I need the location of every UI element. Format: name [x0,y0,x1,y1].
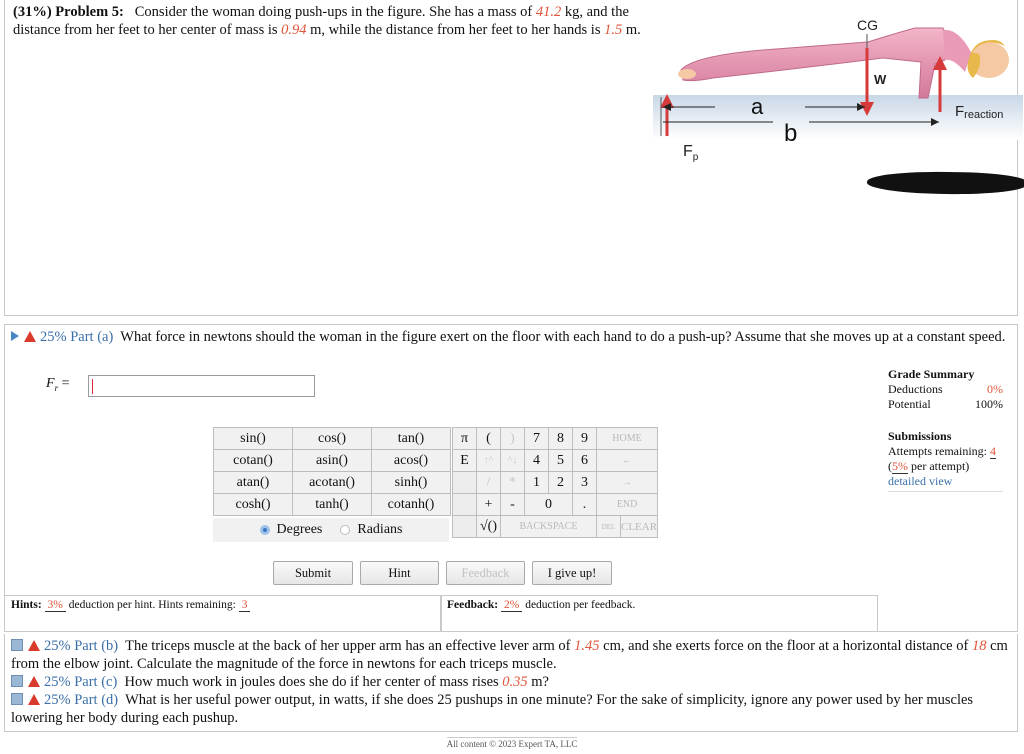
answer-sub: r [54,382,59,393]
key-3[interactable]: 3 [573,472,597,494]
collapse-icon[interactable] [11,693,23,705]
part-d[interactable] [11,691,1011,727]
key-blank-3 [453,516,477,538]
potential-label: Potential [888,397,931,411]
key-9[interactable]: 9 [573,428,597,450]
key-blank-2 [453,494,477,516]
key-divide[interactable]: / [477,472,501,494]
footer [0,737,1024,749]
rise-value: 0.35 [502,674,528,690]
part-b[interactable] [11,637,1011,673]
part-b-label: Part (b) [74,638,119,654]
key-cotan[interactable]: cotan() [214,450,293,472]
key-blank-1 [453,472,477,494]
grade-summary [888,367,1003,412]
key-tanh[interactable]: tanh() [293,494,372,516]
hands-distance-value: 1.5 [604,22,623,38]
part-a-question: What force in newtons should the woman in the figure exert on the floor with each hand to do a push-up? Assume that she moves up at a constant speed. [120,329,1006,345]
feedback-label: Feedback: [447,599,499,611]
problem-panel [4,0,1018,316]
part-b-text-1: The triceps muscle at the back of her upper arm has an effective lever arm of [125,638,575,654]
attempts-label: Attempts remaining: [888,444,990,458]
key-tan[interactable]: tan() [372,428,451,450]
part-c-text-1: How much work in joules does she do if her center of mass rises [124,674,503,690]
deductions-row [888,382,1003,397]
text-caret [92,379,93,394]
problem-text-4: m. [622,22,641,38]
expand-arrow-icon[interactable] [11,331,19,341]
attempts-remaining: 4 [989,444,996,458]
hints-remaining: 3 [239,599,251,612]
key-dot[interactable]: . [573,494,597,516]
key-4[interactable]: 4 [525,450,549,472]
part-a-heading [5,325,1017,346]
hints-text: deduction per hint. Hints remaining: [65,599,239,611]
grade-summary-title: Grade Summary [888,367,975,381]
fp-label: $F_p$ [683,143,699,163]
redaction-mark [867,171,1024,196]
key-1[interactable]: 1 [525,472,549,494]
part-b-text-3: cm from the elbow joint. Calculate the magnitude of the force in newtons for each triceps muscle. [11,638,1008,672]
degrees-radio[interactable] [260,525,270,535]
key-home[interactable]: HOME [597,428,658,450]
cm-distance-value: 0.94 [281,22,307,38]
mass-value: 41.2 [535,4,562,20]
function-keypad [213,427,451,516]
submissions-panel: Submissions Attempts remaining: 4 (5% per attempt) detailed view [888,429,1003,492]
key-lparen[interactable]: ( [477,428,501,450]
part-d-percent: 25% [44,692,71,708]
part-c-percent: 25% [44,674,71,690]
answer-input[interactable] [88,375,315,397]
dim-b-label: b [784,120,798,147]
problem-text-2: kg, and the distance from her feet to her center of mass is [13,4,629,38]
key-clear[interactable]: CLEAR [621,516,658,538]
per-attempt-text: per attempt) [908,459,970,473]
answer-var: F [46,376,55,391]
other-parts-panel [4,634,1018,732]
hint-deduction-pct: 3% [45,599,66,612]
give-up-button[interactable]: I give up! [532,561,612,585]
key-sin[interactable]: sin() [214,428,293,450]
weight-label: W [874,72,887,87]
key-e[interactable]: E [453,450,477,472]
part-a-label: Part (a) [70,329,114,345]
feedback-text: deduction per feedback. [522,599,636,611]
key-8[interactable]: 8 [549,428,573,450]
key-up[interactable]: ↑^ [477,450,501,472]
key-cos[interactable]: cos() [293,428,372,450]
submissions-title: Submissions [888,429,952,443]
key-acos[interactable]: acos() [372,450,451,472]
key-cotanh[interactable]: cotanh() [372,494,451,516]
copyright: All content © 2023 Expert TA, LLC [446,739,578,749]
key-6[interactable]: 6 [573,450,597,472]
hints-panel [4,595,442,632]
key-sinh[interactable]: sinh() [372,472,451,494]
key-rparen[interactable]: ) [501,428,525,450]
key-down[interactable]: ^↓ [501,450,525,472]
key-sqrt[interactable]: √() [477,516,501,538]
elbow-distance-value: 18 [971,638,987,654]
part-b-text-2: cm, and she exerts force on the floor at a horizontal distance of [599,638,972,654]
deductions-label: Deductions [888,382,943,396]
collapse-icon[interactable] [11,639,23,651]
problem-text-1: Consider the woman doing push-ups in the figure. She has a mass of [134,4,536,20]
radians-radio[interactable] [340,525,350,535]
deductions-value: 0% [987,382,1003,396]
feedback-deduction-pct: 2% [501,599,522,612]
part-c[interactable] [11,673,1011,691]
part-b-percent: 25% [44,638,71,654]
part-d-text: What is her useful power output, in watts, if she does 25 pushups in one minute? For the sake of simplicity, ignore any power used by her muscles lowering her body during each pushup. [11,692,974,726]
collapse-icon[interactable] [11,675,23,687]
key-atan[interactable]: atan() [214,472,293,494]
key-left[interactable]: ← [597,450,658,472]
key-backspace[interactable]: BACKSPACE [501,516,597,538]
key-pi[interactable]: π [453,428,477,450]
key-acotan[interactable]: acotan() [293,472,372,494]
degrees-label: Degrees [276,522,323,537]
part-d-label: Part (d) [74,692,119,708]
detailed-view-link[interactable]: detailed view [888,474,953,488]
lever-arm-value: 1.45 [574,638,600,654]
problem-text-3: m, while the distance from her feet to her hands is [306,22,605,38]
key-plus[interactable]: + [477,494,501,516]
woman-body [678,28,1009,98]
answer-eq: = [58,376,70,391]
key-minus[interactable]: - [501,494,525,516]
key-del[interactable]: DEL [597,516,621,538]
part-a-percent: 25% [40,329,67,345]
potential-value: 100% [975,397,1003,411]
key-end[interactable]: END [597,494,658,516]
answer-label [46,376,69,393]
hint-button[interactable]: Hint [360,561,439,585]
radians-label: Radians [357,522,403,537]
key-multiply[interactable]: * [501,472,525,494]
feedback-panel [440,595,878,632]
key-cosh[interactable]: cosh() [214,494,293,516]
feedback-button[interactable]: Feedback [446,561,525,585]
key-right[interactable]: → [597,472,658,494]
warning-icon [28,640,40,651]
key-0[interactable]: 0 [525,494,573,516]
dim-a-label: a [751,94,764,119]
potential-row [888,397,1003,412]
problem-statement [13,3,643,39]
reaction-label: Freaction [955,103,1004,121]
problem-number: (31%) Problem 5: [13,4,124,20]
key-asin[interactable]: asin() [293,450,372,472]
pushup-figure [653,0,1023,170]
part-c-label: Part (c) [74,674,118,690]
warning-icon [28,694,40,705]
cg-label: CG [857,17,878,33]
warning-icon [24,331,36,342]
numeric-keypad [452,427,658,538]
key-2[interactable]: 2 [549,472,573,494]
part-c-text-2: m? [527,674,549,690]
submit-button[interactable]: Submit [273,561,353,585]
key-5[interactable]: 5 [549,450,573,472]
warning-icon [28,676,40,687]
key-7[interactable]: 7 [525,428,549,450]
angle-mode-selector [213,518,449,542]
hints-label: Hints: [11,599,42,611]
per-attempt-pct: 5% [892,459,908,473]
